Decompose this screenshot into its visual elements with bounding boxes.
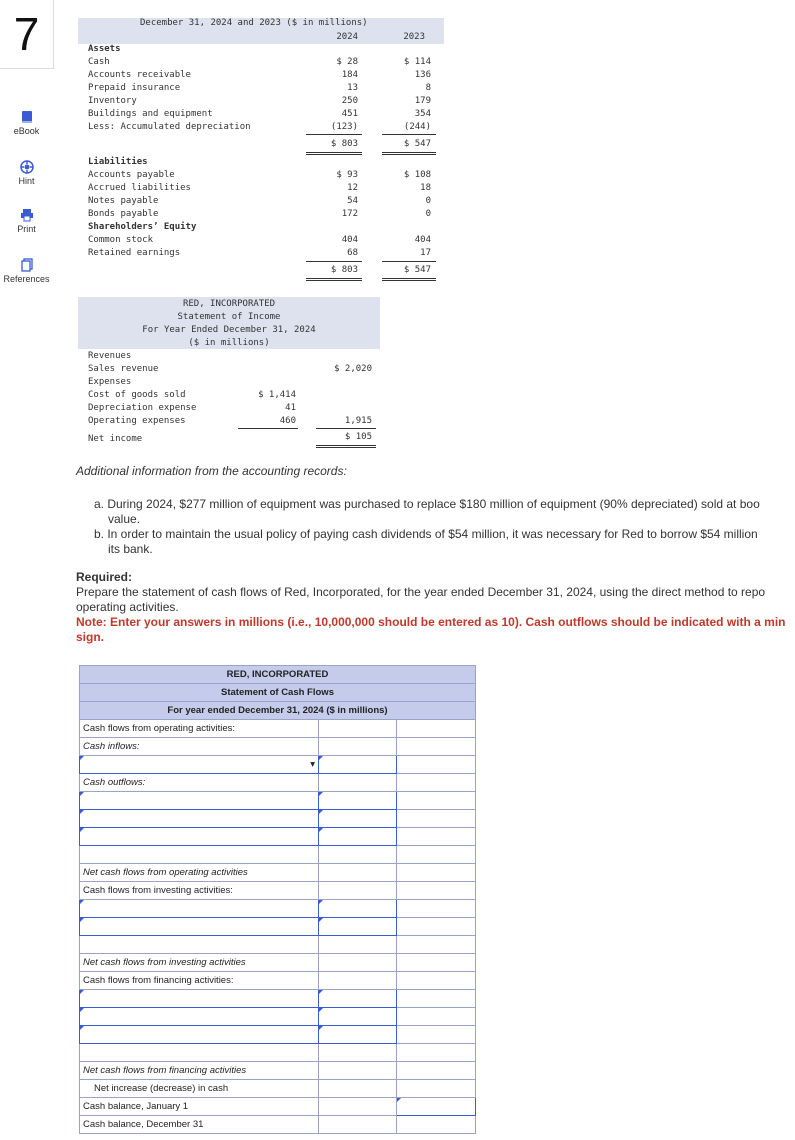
cf-h2: Statement of Cash Flows (80, 684, 476, 702)
row-value-2024: 54 (347, 196, 358, 206)
table-row (80, 972, 476, 990)
row-label: Common stock (88, 235, 154, 245)
cf-outflows: Cash outflows: (80, 774, 319, 792)
cf-net-inv: Net cash flows from investing activities (80, 954, 319, 972)
cf-outflow-label-3[interactable] (80, 828, 319, 846)
cf-net-change-amount[interactable] (397, 1080, 476, 1098)
cf-net-fin-amount[interactable] (397, 1062, 476, 1080)
references-button[interactable] (0, 258, 53, 284)
ebook-label: eBook (13, 126, 40, 136)
col-2024: 2024 (336, 32, 358, 42)
cf-fin-amount-3[interactable] (318, 1026, 397, 1044)
cf-outflow-label-1[interactable] (80, 792, 319, 810)
required-line2: operating activities. (76, 600, 179, 614)
print-button[interactable] (0, 208, 53, 234)
total-expenses: 1,915 (344, 416, 372, 426)
row-label: Retained earnings (88, 248, 181, 258)
cf-net-inv-amount[interactable] (397, 954, 476, 972)
cf-net-fin: Net cash flows from financing activities (80, 1062, 319, 1080)
row-value-2023: 354 (414, 109, 431, 119)
row-value-2023: 179 (414, 96, 431, 106)
sidebar (0, 0, 55, 1140)
cf-inflows: Cash inflows: (80, 738, 319, 756)
row-value-2023: 8 (425, 83, 431, 93)
le-double-2024 (306, 278, 362, 281)
cf-bal-dec-amount[interactable] (397, 1116, 476, 1134)
additional-b2: its bank. (108, 542, 153, 556)
row-value-2023: $ 108 (403, 170, 431, 180)
cf-outflow-amount-2[interactable] (318, 810, 397, 828)
row-label: Bonds payable (88, 209, 159, 219)
row-label: Prepaid insurance (88, 83, 181, 93)
net-income-label: Net income (88, 434, 143, 444)
revenues-label: Revenues (88, 351, 132, 361)
expenses-rule (238, 428, 298, 429)
cash-flow-table (79, 665, 476, 1134)
table-row (80, 1116, 476, 1134)
table-row (80, 828, 476, 846)
cf-fin-label-2[interactable] (80, 1008, 319, 1026)
table-row (80, 900, 476, 918)
row-label: Depreciation expense (88, 403, 197, 413)
additional-a2: value. (108, 512, 141, 526)
cf-fin-amount-2[interactable] (318, 1008, 397, 1026)
row-value-2024: 404 (341, 235, 358, 245)
table-row (80, 1062, 476, 1080)
table-row (80, 756, 476, 774)
question-number: 7 (0, 0, 54, 69)
sales-value: $ 2,020 (334, 364, 372, 374)
income-h4: ($ in millions) (188, 338, 270, 348)
row-value-2024: 13 (347, 83, 358, 93)
income-h2: Statement of Income (177, 312, 281, 322)
references-icon (20, 258, 34, 272)
row-value-2023: 0 (425, 209, 431, 219)
assets-title: Assets (88, 44, 121, 54)
cf-net-op: Net cash flows from operating activities (80, 864, 319, 882)
row-label: Buildings and equipment (88, 109, 213, 119)
cf-net-op-amount[interactable] (397, 864, 476, 882)
table-row (80, 792, 476, 810)
row-value-2024: 451 (341, 109, 358, 119)
cf-bal-dec: Cash balance, December 31 (80, 1116, 319, 1134)
row-label: Accounts payable (88, 170, 175, 180)
cf-outflow-label-2[interactable] (80, 810, 319, 828)
income-h3: For Year Ended December 31, 2024 (142, 325, 316, 335)
row-value-2024: (123) (330, 122, 358, 132)
row-value-2024: 250 (341, 96, 358, 106)
row-value-2024: $ 93 (336, 170, 358, 180)
table-row (80, 936, 476, 954)
additional-a: a. During 2024, $277 million of equipment was purchased to replace $180 million of equipment (90% depreciated) sold at boo (94, 497, 760, 511)
table-row (80, 1044, 476, 1062)
table-row (80, 1026, 476, 1044)
le-double-2023 (382, 278, 436, 281)
le-rule-2024 (306, 261, 362, 262)
table-row (80, 738, 476, 756)
row-label: Accrued liabilities (88, 183, 191, 193)
col-2023: 2023 (403, 32, 425, 42)
required-line1: Prepare the statement of cash flows of Red, Incorporated, for the year ended December 31, 2024, using the direct method to repo (76, 585, 766, 599)
cf-net-change: Net increase (decrease) in cash (80, 1080, 319, 1098)
table-row (80, 918, 476, 936)
row-label: Inventory (88, 96, 137, 106)
balance-sheet-header: December 31, 2024 and 2023 ($ in millions) (140, 18, 368, 28)
total-rule (316, 428, 376, 429)
sales-label: Sales revenue (88, 364, 159, 374)
cf-fin-label-3[interactable] (80, 1026, 319, 1044)
cf-inv-label-1[interactable] (80, 900, 319, 918)
cf-inflow-select[interactable] (80, 756, 319, 774)
cf-inv-title: Cash flows from investing activities: (80, 882, 319, 900)
cf-inv-label-2[interactable] (80, 918, 319, 936)
table-row (80, 720, 476, 738)
row-value-2024: 68 (347, 248, 358, 258)
row-value-2024: 184 (341, 70, 358, 80)
row-label: Cost of goods sold (88, 390, 186, 400)
ebook-button[interactable] (0, 110, 53, 136)
cf-bal-jan-amount[interactable] (397, 1098, 476, 1116)
row-value-2023: (244) (403, 122, 431, 132)
required-note2: sign. (76, 630, 105, 644)
book-icon (20, 110, 34, 124)
print-label: Print (17, 224, 36, 234)
table-row (80, 1098, 476, 1116)
table-row (80, 846, 476, 864)
references-label: References (3, 274, 50, 284)
table-row (80, 1080, 476, 1098)
cf-inv-amount-2[interactable] (318, 918, 397, 936)
le-total-2023: $ 547 (403, 265, 431, 275)
cf-fin-title: Cash flows from financing activities: (80, 972, 319, 990)
assets-rule-2024 (306, 134, 362, 135)
row-value-2023: 17 (420, 248, 431, 258)
cf-bal-jan: Cash balance, January 1 (80, 1098, 319, 1116)
row-value-2023: 0 (425, 196, 431, 206)
table-row (80, 954, 476, 972)
table-row (80, 882, 476, 900)
assets-rule-2023 (382, 134, 436, 135)
row-label: Accounts receivable (88, 70, 191, 80)
cf-outflow-amount-1[interactable] (318, 792, 397, 810)
row-value-2024: 12 (347, 183, 358, 193)
additional-b: b. In order to maintain the usual policy of paying cash dividends of $54 million, it was necessary for Red to borrow $54 million (94, 527, 758, 541)
row-label: Notes payable (88, 196, 159, 206)
assets-double-2023 (382, 152, 436, 155)
additional-title: Additional information from the accounting records: (76, 464, 347, 478)
required-note1: Note: Enter your answers in millions (i.e., 10,000,000 should be entered as 10). Cash outflows should be indicated with a min (76, 615, 786, 629)
cf-h3: For year ended December 31, 2024 ($ in millions) (80, 702, 476, 720)
cf-outflow-amount-3[interactable] (318, 828, 397, 846)
row-value-2023: 136 (414, 70, 431, 80)
le-total-2024: $ 803 (330, 265, 358, 275)
row-label: Less: Accumulated depreciation (88, 122, 251, 132)
cf-fin-label-1[interactable] (80, 990, 319, 1008)
assets-double-2024 (306, 152, 362, 155)
cf-inflow-amount[interactable] (318, 756, 397, 774)
row-value-2024: $ 28 (336, 57, 358, 67)
row-value: 460 (279, 416, 296, 426)
net-income-value: $ 105 (344, 432, 372, 442)
row-value: 41 (285, 403, 296, 413)
assets-total-2024: $ 803 (330, 139, 358, 149)
table-row (80, 864, 476, 882)
row-value-2023: 18 (420, 183, 431, 193)
hint-button[interactable] (0, 160, 53, 186)
row-label: Cash (88, 57, 110, 67)
row-value-2023: 404 (414, 235, 431, 245)
net-double-rule (316, 445, 376, 448)
table-row (80, 810, 476, 828)
cf-h1: RED, INCORPORATED (80, 666, 476, 684)
liabilities-title: Liabilities (88, 157, 148, 167)
row-value-2024: 172 (341, 209, 358, 219)
row-value: $ 1,414 (258, 390, 296, 400)
row-value-2023: $ 114 (403, 57, 431, 67)
table-row (80, 1008, 476, 1026)
row-label: Operating expenses (88, 416, 186, 426)
hint-label: Hint (18, 176, 35, 186)
hint-icon (20, 160, 34, 174)
required-title: Required: (76, 570, 133, 584)
cf-inv-amount-1[interactable] (318, 900, 397, 918)
cf-op-title: Cash flows from operating activities: (80, 720, 319, 738)
chevron-down-icon: ▾ (310, 759, 315, 770)
income-h1: RED, INCORPORATED (182, 299, 276, 309)
table-row (80, 990, 476, 1008)
cf-fin-amount-1[interactable] (318, 990, 397, 1008)
le-rule-2023 (382, 261, 436, 262)
equity-title: Shareholders’ Equity (88, 222, 197, 232)
assets-total-2023: $ 547 (403, 139, 431, 149)
table-row (80, 774, 476, 792)
expenses-label: Expenses (88, 377, 132, 387)
print-icon (20, 208, 34, 222)
